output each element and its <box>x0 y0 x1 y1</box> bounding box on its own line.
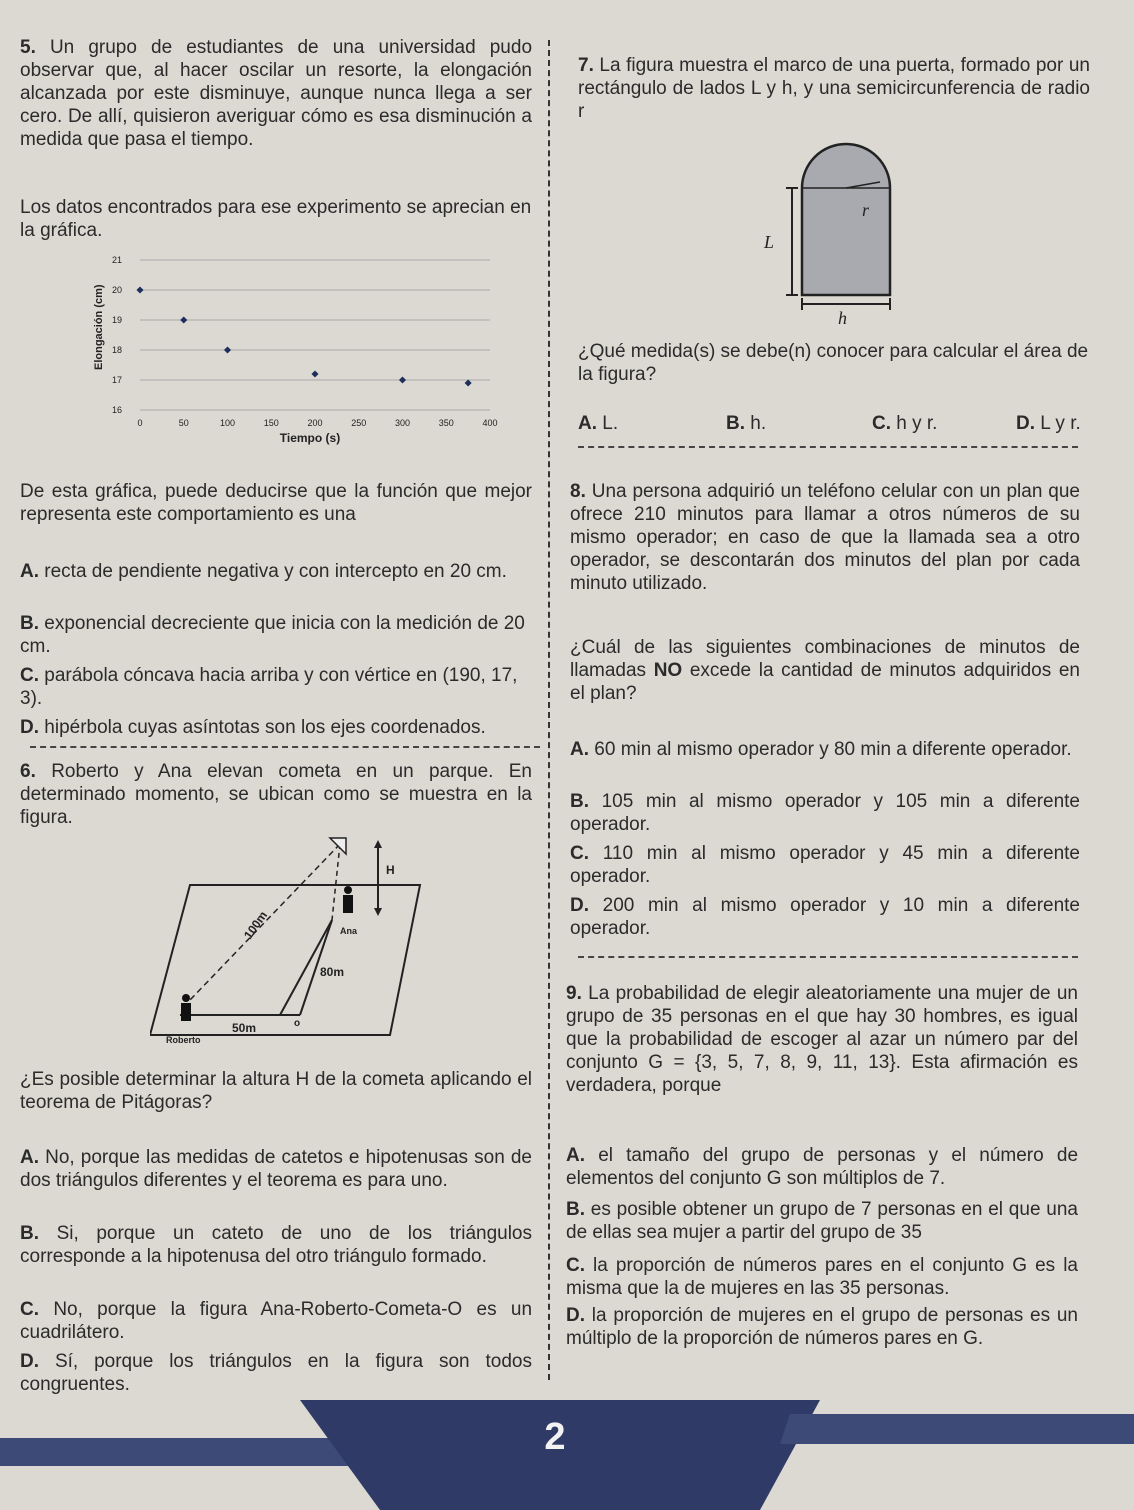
chart-point <box>180 316 187 323</box>
q5-option-c-text: parábola cóncava hacia arriba y con vértice en (190, 17, 3). <box>20 665 518 709</box>
q5-option-b-letter: B. <box>20 613 39 634</box>
q8-separator <box>578 956 1078 958</box>
door-figure <box>740 140 920 340</box>
q9-option-a[interactable] <box>566 1144 1078 1190</box>
label-h-door: h <box>838 308 847 328</box>
ana-person-icon <box>343 886 353 913</box>
chart-point <box>399 376 406 383</box>
label-L: L <box>764 232 775 252</box>
chart-x-ticks <box>137 418 497 428</box>
q6-option-b[interactable] <box>20 1222 532 1268</box>
q9-option-d-text: la proporción de mujeres en el grupo de personas es un múltiplo de la proporción de números pares en G. <box>566 1305 1079 1349</box>
chart-y-tick-label: 17 <box>112 375 123 385</box>
q9-option-a-text: el tamaño del grupo de personas y el número de elementos del conjunto G son múltiplos de 7. <box>566 1145 1079 1189</box>
q5-text2: Los datos encontrados para ese experimento se aprecian en la gráfica. <box>20 197 532 241</box>
q8-text: Una persona adquirió un teléfono celular con un plan que ofrece 210 minutos para llamar a otros números de su mismo operador; en caso de que la llamada sea a otro operador, se descontarán dos minutos del plan por cada minuto utilizado. <box>570 481 1080 594</box>
chart-x-tick-label: 300 <box>394 418 411 428</box>
chart-y-tick-label: 19 <box>112 315 123 325</box>
q5-option-a-letter: A. <box>20 561 39 582</box>
chart-x-tick-label: 150 <box>263 418 279 428</box>
height-line <box>332 844 340 920</box>
label-h: H <box>386 863 395 877</box>
q6-option-c-letter: C. <box>20 1299 39 1320</box>
label-50m: 50m <box>232 1021 257 1035</box>
q8-option-a-text: 60 min al mismo operador y 80 min a diferente operador. <box>594 739 1072 760</box>
q9-option-c[interactable] <box>566 1254 1078 1300</box>
q5-separator <box>30 746 540 748</box>
banner-right <box>780 1414 1134 1444</box>
q8-question <box>570 636 1080 705</box>
page-number: 2 <box>544 1416 566 1458</box>
q8-number: 8. <box>570 481 586 502</box>
q5-number: 5. <box>20 37 36 58</box>
q9-option-b-letter: B. <box>566 1199 585 1220</box>
q7-option-a-text: L. <box>602 413 619 434</box>
q7-text: La figura muestra el marco de una puerta, formado por un rectángulo de lados L y h, y una semicircunferencia de radio r <box>578 55 1090 122</box>
q6-statement <box>20 760 532 829</box>
label-o: o <box>294 1018 301 1029</box>
q6-option-d-letter: D. <box>20 1351 39 1372</box>
banner-left <box>0 1438 350 1466</box>
chart-x-label: Tiempo (s) <box>279 431 341 445</box>
q8-option-c[interactable] <box>570 842 1080 888</box>
chart-point <box>136 286 143 293</box>
q5-option-b[interactable] <box>20 612 532 658</box>
chart-x-tick-label: 0 <box>137 418 143 428</box>
q5-statement <box>20 36 532 151</box>
q8-option-a-letter: A. <box>570 739 589 760</box>
q7-statement <box>578 54 1090 123</box>
q6-option-a[interactable] <box>20 1146 532 1192</box>
q9-option-b[interactable] <box>566 1198 1078 1244</box>
q8-question-a: ¿Cuál de las siguientes combinaciones de minutos de llamadas <box>570 637 1080 681</box>
q8-option-b-letter: B. <box>570 791 589 812</box>
q8-question-b: excede la cantidad de minutos adquiridos en el plan? <box>570 660 1081 704</box>
q7-separator <box>578 446 1078 448</box>
q7-option-d-letter: D. <box>1016 413 1035 434</box>
chart-x-tick-label: 250 <box>351 418 367 428</box>
q8-option-b-text: 105 min al mismo operador y 105 min a diferente operador. <box>570 791 1081 835</box>
q6-option-a-letter: A. <box>20 1147 39 1168</box>
q5-option-c[interactable] <box>20 664 532 710</box>
q5-option-d-text: hipérbola cuyas asíntotas son los ejes coordenados. <box>44 717 486 738</box>
q6-question: ¿Es posible determinar la altura H de la cometa aplicando el teorema de Pitágoras? <box>20 1069 532 1113</box>
chart-point <box>465 379 472 386</box>
chart-point <box>311 370 318 377</box>
q5-option-a-text: recta de pendiente negativa y con intercepto en 20 cm. <box>44 561 507 582</box>
roberto-person-icon <box>181 994 191 1021</box>
chart-y-tick-label: 20 <box>112 285 123 295</box>
q7-option-c-letter: C. <box>872 413 891 434</box>
q7-option-b-letter: B. <box>726 413 745 434</box>
q8-option-b[interactable] <box>570 790 1080 836</box>
q9-option-c-letter: C. <box>566 1255 585 1276</box>
label-r: r <box>862 200 870 220</box>
chart-y-ticks <box>112 255 122 415</box>
q6-option-d-text: Sí, porque los triángulos en la figura son todos congruentes. <box>20 1351 533 1395</box>
elongation-chart <box>80 250 500 450</box>
chart-point <box>224 346 231 353</box>
q7-option-b-text: h. <box>750 413 767 434</box>
q6-number: 6. <box>20 761 36 782</box>
q7-option-d[interactable] <box>1016 412 1081 435</box>
chart-x-tick-label: 350 <box>438 418 454 428</box>
q6-option-b-text: Si, porque un cateto de uno de los triángulos corresponde a la hipotenusa del otro triángulo formado. <box>20 1223 532 1267</box>
q7-option-b[interactable] <box>726 412 766 435</box>
label-80m: 80m <box>320 965 345 979</box>
q6-option-b-letter: B. <box>20 1223 39 1244</box>
q5-option-c-letter: C. <box>20 665 39 686</box>
chart-y-tick-label: 16 <box>112 405 123 415</box>
q6-option-d[interactable] <box>20 1350 532 1396</box>
q9-option-d[interactable] <box>566 1304 1078 1350</box>
chart-y-tick-label: 21 <box>112 255 123 265</box>
h-arrow-up-icon <box>374 840 382 848</box>
q7-option-a-letter: A. <box>578 413 597 434</box>
q5-option-d-letter: D. <box>20 717 39 738</box>
q8-option-d[interactable] <box>570 894 1080 940</box>
q7-option-c[interactable] <box>872 412 937 435</box>
q5-option-a[interactable] <box>20 560 532 583</box>
q9-option-c-text: la proporción de números pares en el conjunto G es la misma que la de mujeres en las 35 personas. <box>566 1255 1079 1299</box>
q5-option-b-text: exponencial decreciente que inicia con la medición de 20 cm. <box>20 613 525 657</box>
chart-y-tick-label: 18 <box>112 345 123 355</box>
q6-option-c-text: No, porque la figura Ana-Roberto-Cometa-O es un cuadrilátero. <box>20 1299 533 1343</box>
chart-y-label: Elongación (cm) <box>93 284 105 370</box>
door-shape <box>802 144 890 295</box>
q8-option-d-letter: D. <box>570 895 589 916</box>
q9-option-b-text: es posible obtener un grupo de 7 personas en el que una de ellas sea mujer a partir del grupo de 35 <box>566 1199 1078 1243</box>
q7-question: ¿Qué medida(s) se debe(n) conocer para calcular el área de la figura? <box>578 341 1089 385</box>
q8-statement <box>570 480 1080 595</box>
q7-option-d-text: L y r. <box>1040 413 1081 434</box>
q8-option-c-letter: C. <box>570 843 589 864</box>
label-100m: 100m <box>240 908 271 942</box>
q9-statement <box>566 982 1078 1097</box>
chart-grid <box>140 260 490 410</box>
chart-points <box>136 286 471 386</box>
q8-option-a[interactable] <box>570 738 1080 761</box>
q9-option-d-letter: D. <box>566 1305 585 1326</box>
q6-text: Roberto y Ana elevan cometa en un parque. En determinado momento, se ubican como se muestra en la figura. <box>20 761 533 828</box>
q9-option-a-letter: A. <box>566 1145 585 1166</box>
q9-number: 9. <box>566 983 582 1004</box>
q8-option-d-text: 200 min al mismo operador y 10 min a diferente operador. <box>570 895 1081 939</box>
q7-number: 7. <box>578 55 594 76</box>
q5-option-d[interactable] <box>20 716 532 739</box>
q9-text: La probabilidad de elegir aleatoriamente una mujer de un grupo de 35 personas en el que hay 30 hombres, es igual que la probabilidad de escoger al azar un número par del conjunto G = {3, 5, 7, 8, 9, 11, 13}. Esta afirmación es verdadera, porque <box>566 983 1078 1096</box>
q6-option-a-text: No, porque las medidas de catetos e hipotenusas son de dos triángulos diferentes y el teorema es para uno. <box>20 1147 533 1191</box>
chart-x-tick-label: 50 <box>178 418 189 428</box>
column-divider <box>548 40 550 1380</box>
q5-question: De esta gráfica, puede deducirse que la función que mejor representa este comportamiento es una <box>20 481 532 525</box>
h-arrow-down-icon <box>374 908 382 916</box>
label-ana: Ana <box>340 926 358 936</box>
chart-x-tick-label: 400 <box>482 418 498 428</box>
label-roberto: Roberto <box>166 1035 201 1045</box>
q5-text: Un grupo de estudiantes de una universidad pudo observar que, al hacer oscilar un resorte, la elongación alcanzada por este disminuye, aunque nunca llega a ser cero. De allí, quisieron averiguar cómo es esa disminución a medida que pasa el tiempo. <box>20 37 533 150</box>
q7-option-a[interactable] <box>578 412 618 435</box>
q8-option-c-text: 110 min al mismo operador y 45 min a diferente operador. <box>570 843 1080 887</box>
chart-x-tick-label: 200 <box>307 418 323 428</box>
q8-question-no: NO <box>653 660 683 681</box>
kite-figure <box>150 830 540 1050</box>
q6-option-c[interactable] <box>20 1298 532 1344</box>
chart-x-tick-label: 100 <box>219 418 236 428</box>
q7-option-c-text: h y r. <box>896 413 938 434</box>
